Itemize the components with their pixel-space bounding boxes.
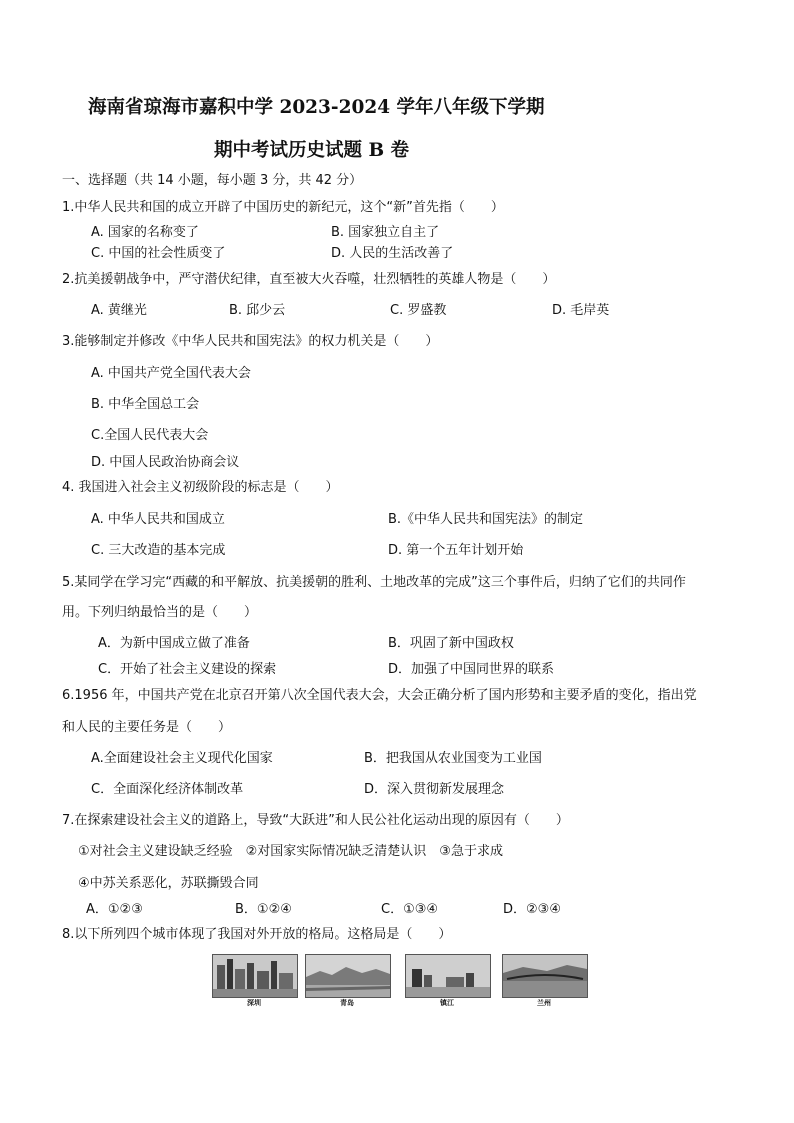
- question-3-stem: 3.能够制定并修改《中华人民共和国宪法》的权力机关是（ ）: [62, 334, 439, 349]
- question-7-option-b: B．①②④: [235, 902, 292, 917]
- question-1-option-d: D. 人民的生活改善了: [331, 246, 454, 261]
- question-1-stem: 1.中华人民共和国的成立开辟了中国历史的新纪元，这个“新”首先指（ ）: [62, 200, 504, 215]
- question-6-option-d: D．深入贯彻新发展理念: [364, 782, 505, 797]
- question-6-stem-line1: 6.1956 年，中国共产党在北京召开第八次全国代表大会，大会正确分析了国内形势和主要矛盾的变化，指出党: [62, 688, 697, 703]
- page-title: 海南省琼海市嘉积中学 2023-2024 学年八年级下学期: [88, 97, 545, 118]
- question-6-option-a: A.全面建设社会主义现代化国家: [91, 751, 273, 766]
- question-7-statements-line2: ④中苏关系恶化，苏联撕毁合同: [78, 876, 259, 891]
- question-1-option-a: A. 国家的名称变了: [91, 225, 199, 240]
- question-2-option-c: C. 罗盛教: [390, 303, 447, 318]
- question-3-option-c: C.全国人民代表大会: [91, 428, 209, 443]
- question-3-option-d: D. 中国人民政治协商会议: [91, 455, 240, 470]
- question-7-stem: 7.在探索建设社会主义的道路上，导致“大跃进”和人民公社化运动出现的原因有（ ）: [62, 813, 569, 828]
- city-caption-qingdao: 青岛: [340, 999, 354, 1007]
- question-2-stem: 2.抗美援朝战争中，严守潜伏纪律，直至被大火吞噬，壮烈牺牲的英雄人物是（ ）: [62, 272, 556, 287]
- question-3-option-b: B. 中华全国总工会: [91, 397, 200, 412]
- question-8-stem: 8.以下所列四个城市体现了我国对外开放的格局。这格局是（ ）: [62, 927, 452, 942]
- page-subtitle: 期中考试历史试题 B 卷: [214, 140, 410, 161]
- city-photo-lanzhou: [502, 954, 588, 998]
- question-3-option-a: A. 中国共产党全国代表大会: [91, 366, 251, 381]
- question-6-stem-line2: 和人民的主要任务是（ ）: [62, 720, 232, 735]
- question-6-option-b: B．把我国从农业国变为工业国: [364, 751, 542, 766]
- question-4-option-b: B.《中华人民共和国宪法》的制定: [388, 512, 584, 527]
- city-photo-shenzhen: [212, 954, 298, 998]
- question-1-option-b: B. 国家独立自主了: [331, 225, 440, 240]
- question-7-option-d: D．②③④: [503, 902, 561, 917]
- city-photo-zhenjiang: [405, 954, 491, 998]
- question-4-option-c: C. 三大改造的基本完成: [91, 543, 226, 558]
- question-5-option-c: C．开始了社会主义建设的探索: [98, 662, 277, 677]
- question-4-stem: 4. 我国进入社会主义初级阶段的标志是（ ）: [62, 480, 339, 495]
- question-5-stem-line1: 5.某同学在学习完“西藏的和平解放、抗美援朝的胜利、土地改革的完成”这三个事件后，归纳了它们的共同作: [62, 575, 686, 590]
- question-6-option-c: C．全面深化经济体制改革: [91, 782, 244, 797]
- city-caption-shenzhen: 深圳: [247, 999, 261, 1007]
- question-2-option-b: B. 邱少云: [229, 303, 286, 318]
- question-7-option-c: C．①③④: [381, 902, 439, 917]
- section-heading: 一、选择题（共 14 小题，每小题 3 分，共 42 分）: [62, 173, 363, 188]
- question-1-option-c: C. 中国的社会性质变了: [91, 246, 226, 261]
- question-4-option-d: D. 第一个五年计划开始: [388, 543, 524, 558]
- question-2-option-a: A. 黄继光: [91, 303, 147, 318]
- city-caption-lanzhou: 兰州: [537, 999, 551, 1007]
- question-4-option-a: A. 中华人民共和国成立: [91, 512, 225, 527]
- question-5-option-a: A．为新中国成立做了准备: [98, 636, 250, 651]
- question-5-stem-line2: 用。下列归纳最恰当的是（ ）: [62, 605, 258, 620]
- city-caption-zhenjiang: 镇江: [440, 999, 454, 1007]
- question-7-option-a: A．①②③: [86, 902, 143, 917]
- city-photo-qingdao: [305, 954, 391, 998]
- question-5-option-d: D．加强了中国同世界的联系: [388, 662, 555, 677]
- question-5-option-b: B．巩固了新中国政权: [388, 636, 514, 651]
- question-2-option-d: D. 毛岸英: [552, 303, 610, 318]
- question-7-statements-line1: ①对社会主义建设缺乏经验 ②对国家实际情况缺乏清楚认识 ③急于求成: [78, 844, 503, 859]
